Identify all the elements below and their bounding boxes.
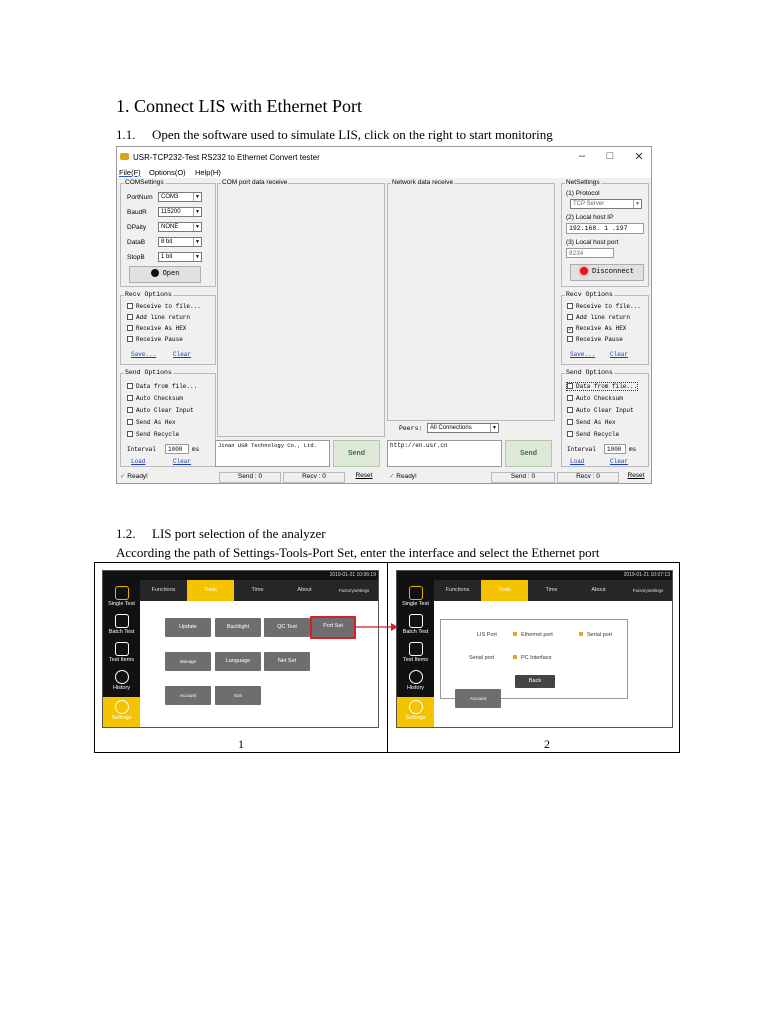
net-add-line-return-checkbox[interactable]: Add line return xyxy=(567,314,630,321)
ip-label: (2) Local host IP xyxy=(566,214,614,221)
save-link[interactable]: Save... xyxy=(131,351,157,358)
gear-icon xyxy=(115,700,129,714)
list-icon xyxy=(409,642,423,656)
net-send-hex-checkbox[interactable]: Send As Hex xyxy=(567,419,616,426)
ethernet-option[interactable]: Ethernet port xyxy=(513,632,553,638)
exit-button[interactable]: Exit xyxy=(215,686,261,705)
sidebar-item-batch-test[interactable]: Batch Test xyxy=(397,614,434,635)
stopbits-select[interactable]: 1 bit ▼ xyxy=(158,252,202,262)
tab-factory-settings[interactable]: Factorysettings xyxy=(338,588,370,593)
tcp-test-window xyxy=(116,146,652,484)
com-receive-panel xyxy=(217,179,385,437)
load-link[interactable]: Load xyxy=(131,458,146,465)
sidebar-item-settings[interactable]: Settings xyxy=(397,697,434,728)
recv-options-group-com xyxy=(120,291,216,365)
sidebar-item-batch-test[interactable]: Batch Test xyxy=(103,614,140,635)
tab-tools[interactable]: Tools xyxy=(481,580,528,601)
stopbits-label: StopB xyxy=(127,254,145,261)
tab-factory-settings[interactable]: Factorysettings xyxy=(632,588,664,593)
send-options-group-com xyxy=(120,369,216,467)
receive-hex-checkbox[interactable]: Receive As HEX xyxy=(127,325,186,332)
net-data-from-file-checkbox[interactable]: Data from file... xyxy=(567,383,637,390)
clear-link[interactable]: Clear xyxy=(173,351,192,358)
com-receive-label: COM port data receive xyxy=(222,179,288,186)
sidebar-item-settings[interactable]: Settings xyxy=(103,697,140,728)
port-status-icon xyxy=(151,269,159,277)
data-from-file-checkbox[interactable]: Data from file... xyxy=(127,383,197,390)
send-recycle-checkbox[interactable]: Send Recycle xyxy=(127,431,179,438)
sidebar-item-test-items[interactable]: Test Items xyxy=(103,642,140,663)
port-label: (3) Local host port xyxy=(566,239,619,246)
chevron-down-icon: ▼ xyxy=(193,208,201,216)
net-clear-link[interactable]: Clear xyxy=(610,351,629,358)
net-receive-hex-checkbox[interactable]: ✓ Receive As HEX xyxy=(568,325,627,333)
peers-label: Peers: xyxy=(399,425,423,432)
net-send-input[interactable]: http://en.usr.cn xyxy=(387,440,502,467)
maximize-icon[interactable]: □ xyxy=(606,150,614,162)
baud-label: BaudR xyxy=(127,209,147,216)
device-sidebar xyxy=(103,580,140,728)
tab-about[interactable]: About xyxy=(591,587,606,593)
sidebar-item-history[interactable]: History xyxy=(103,670,140,691)
menu-file[interactable]: File(F) xyxy=(119,168,141,177)
port-set-button[interactable]: Port Set xyxy=(310,616,356,639)
net-auto-checksum-checkbox[interactable]: Auto Checksum xyxy=(567,395,623,402)
menu-bar xyxy=(117,167,651,178)
datetime: 2019-01-21 10:06:19 xyxy=(103,571,378,580)
add-line-return-checkbox[interactable]: Add line return xyxy=(127,314,190,321)
device-sidebar xyxy=(397,580,434,728)
update-button[interactable]: Update xyxy=(165,618,211,637)
tab-time[interactable]: Time xyxy=(545,587,558,593)
serial-port-label: Serial port xyxy=(469,655,495,661)
com-send-input[interactable]: Jinan USR Technology Co., Ltd. xyxy=(215,440,330,467)
back-button[interactable]: Back xyxy=(515,675,555,688)
clear-send-link[interactable]: Clear xyxy=(173,458,192,465)
send-options-group-net: Send Options Data from file... Auto Checksum Auto Clear Input Send As Hex Send Recycle Interval 1000 ms Load Clear xyxy=(561,373,649,467)
recv-options-group-net: Recv Options Receive to file... Add line return ✓ Receive As HEX Receive Pause Save... Clear xyxy=(561,295,649,365)
net-interval-input[interactable]: 1000 xyxy=(604,444,626,454)
test-icon xyxy=(409,586,423,600)
caption-1: 1 xyxy=(238,737,244,751)
net-send-count: Send : 0 xyxy=(491,472,555,483)
batch-icon xyxy=(115,614,129,628)
net-recv-count: Recv : 0 xyxy=(557,472,619,483)
net-clear-send-link[interactable]: Clear xyxy=(610,458,629,465)
tab-functions[interactable]: Functions xyxy=(445,587,470,593)
port-set-dialog xyxy=(440,619,628,699)
qc-test-button[interactable]: QC Test xyxy=(264,618,310,637)
ip-input[interactable]: 192.168. 1 .197 xyxy=(566,223,644,234)
com-send-button[interactable]: Send xyxy=(333,440,380,467)
disconnect-button[interactable]: Disconnect xyxy=(570,264,644,281)
net-load-link[interactable]: Load xyxy=(570,458,585,465)
port-input[interactable]: 8234 xyxy=(566,248,614,258)
batch-icon xyxy=(409,614,423,628)
baud-select[interactable]: 115200 ▼ xyxy=(158,207,202,217)
radio-selected-icon xyxy=(513,655,517,659)
table-divider xyxy=(387,563,388,752)
step-text: LIS port selection of the analyzer xyxy=(152,526,326,541)
databits-label: DataB xyxy=(127,239,146,246)
tab-time[interactable]: Time xyxy=(251,587,264,593)
app-icon xyxy=(120,153,129,160)
net-save-link[interactable]: Save... xyxy=(570,351,596,358)
receive-to-file-checkbox[interactable]: Receive to file... xyxy=(127,303,201,310)
title-bar xyxy=(117,147,651,167)
protocol-label: (1) Protocol xyxy=(566,190,600,197)
tab-about[interactable]: About xyxy=(297,587,312,593)
net-status-ready: ✓ Ready! xyxy=(389,473,417,480)
interval-label: Interval xyxy=(127,446,156,453)
account-button[interactable]: Account xyxy=(165,686,211,705)
chevron-down-icon: ▼ xyxy=(490,424,498,432)
net-receive-pause-checkbox[interactable]: Receive Pause xyxy=(567,336,623,343)
chevron-down-icon: ▼ xyxy=(193,193,201,201)
step-text: Open the software used to simulate LIS, click on the right to start monitoring xyxy=(152,127,553,142)
com-reset-link[interactable]: Reset xyxy=(355,472,373,479)
device-tabs xyxy=(140,580,379,601)
menu-help[interactable]: Help(H) xyxy=(195,168,221,177)
net-set-button[interactable]: Net Set xyxy=(264,652,310,671)
screens-table xyxy=(94,562,680,753)
caption-2: 2 xyxy=(544,737,550,751)
protocol-select[interactable]: TCP Server ▼ xyxy=(570,199,642,209)
step-heading-2 xyxy=(116,526,326,542)
auto-clear-checkbox[interactable]: Auto Clear Input xyxy=(127,407,194,414)
sidebar-item-single-test[interactable]: Single Test xyxy=(103,586,140,607)
backlight-button[interactable]: Backlight xyxy=(215,618,261,637)
chevron-down-icon: ▼ xyxy=(193,253,201,261)
interval-input[interactable]: 1000 xyxy=(165,444,189,454)
net-settings-legend: NetSettings xyxy=(566,179,600,186)
open-button[interactable]: Open xyxy=(129,266,201,283)
status-icon: ✓ xyxy=(120,473,128,480)
com-recv-count: Recv : 0 xyxy=(283,472,345,483)
device-screen-1 xyxy=(102,570,379,728)
step-number: 1.2. xyxy=(116,526,136,541)
parity-select[interactable]: NONE ▼ xyxy=(158,222,202,232)
interval-unit: ms xyxy=(192,446,200,453)
lis-port-label: LIS Port xyxy=(477,632,497,638)
minimize-icon[interactable]: – xyxy=(578,150,586,162)
portnum-label: PortNum xyxy=(127,194,153,201)
auto-checksum-checkbox[interactable]: Auto Checksum xyxy=(127,395,183,402)
arrow-icon xyxy=(353,621,399,633)
databits-select[interactable]: 8 bit ▼ xyxy=(158,237,202,247)
peers-select[interactable]: All Connections ▼ xyxy=(427,423,499,433)
com-send-count: Send : 0 xyxy=(219,472,281,483)
status-icon: ✓ xyxy=(389,473,397,480)
device-screen-2 xyxy=(396,570,673,728)
sidebar-item-history[interactable]: History xyxy=(397,670,434,691)
clock-icon xyxy=(409,670,423,684)
recv-options-legend: Recv Options xyxy=(125,291,172,298)
net-settings-group xyxy=(561,179,649,287)
net-send-recycle-checkbox[interactable]: Send Recycle xyxy=(567,431,619,438)
device-tabs xyxy=(434,580,673,601)
language-button[interactable]: Language xyxy=(215,652,261,671)
chevron-down-icon: ▼ xyxy=(193,223,201,231)
com-settings-group xyxy=(120,179,216,287)
connection-status-icon xyxy=(580,267,588,275)
step-number: 1.1. xyxy=(116,127,136,142)
window-title: USR-TCP232-Test RS232 to Ethernet Convert tester xyxy=(133,153,320,162)
com-status-ready: ✓ Ready! xyxy=(120,473,148,480)
sidebar-item-single-test[interactable]: Single Test xyxy=(397,586,434,607)
close-icon[interactable]: ✕ xyxy=(634,151,644,163)
net-receive-label: Network data receive xyxy=(392,179,454,186)
net-receive-to-file-checkbox[interactable]: Receive to file... xyxy=(567,303,641,310)
section-heading: 1. Connect LIS with Ethernet Port xyxy=(116,96,362,116)
serial-option[interactable]: Serial port xyxy=(579,632,612,638)
step-heading xyxy=(116,127,553,143)
gear-icon xyxy=(409,700,423,714)
receive-pause-checkbox[interactable]: Receive Pause xyxy=(127,336,183,343)
net-receive-panel xyxy=(387,179,555,421)
chevron-down-icon: ▼ xyxy=(193,238,201,246)
net-reset-link[interactable]: Reset xyxy=(627,472,645,479)
net-auto-clear-checkbox[interactable]: Auto Clear Input xyxy=(567,407,634,414)
test-icon xyxy=(115,586,129,600)
net-send-button[interactable]: Send xyxy=(505,440,552,467)
tab-tools[interactable]: Tools xyxy=(187,580,234,601)
com-settings-legend: COMSettings xyxy=(125,179,164,186)
menu-options[interactable]: Options(O) xyxy=(149,168,186,177)
step-description: According the path of Settings-Tools-Port Set, enter the interface and select the Ethernet port xyxy=(116,545,600,560)
sidebar-item-test-items[interactable]: Test Items xyxy=(397,642,434,663)
send-hex-checkbox[interactable]: Send As Hex xyxy=(127,419,176,426)
portnum-select[interactable]: COM3 ▼ xyxy=(158,192,202,202)
parity-label: DPaity xyxy=(127,224,147,231)
pc-interface-option[interactable]: PC Interface xyxy=(513,655,552,661)
account-button[interactable]: Account xyxy=(455,689,501,708)
radio-selected-icon xyxy=(513,632,517,636)
chevron-down-icon: ▼ xyxy=(633,200,641,208)
manage-button[interactable]: Manage xyxy=(165,652,211,671)
tab-functions[interactable]: Functions xyxy=(151,587,176,593)
radio-icon xyxy=(579,632,583,636)
datetime: 2019-01-21 10:07:13 xyxy=(397,571,672,580)
clock-icon xyxy=(115,670,129,684)
send-options-legend: Send Options xyxy=(125,369,172,376)
list-icon xyxy=(115,642,129,656)
